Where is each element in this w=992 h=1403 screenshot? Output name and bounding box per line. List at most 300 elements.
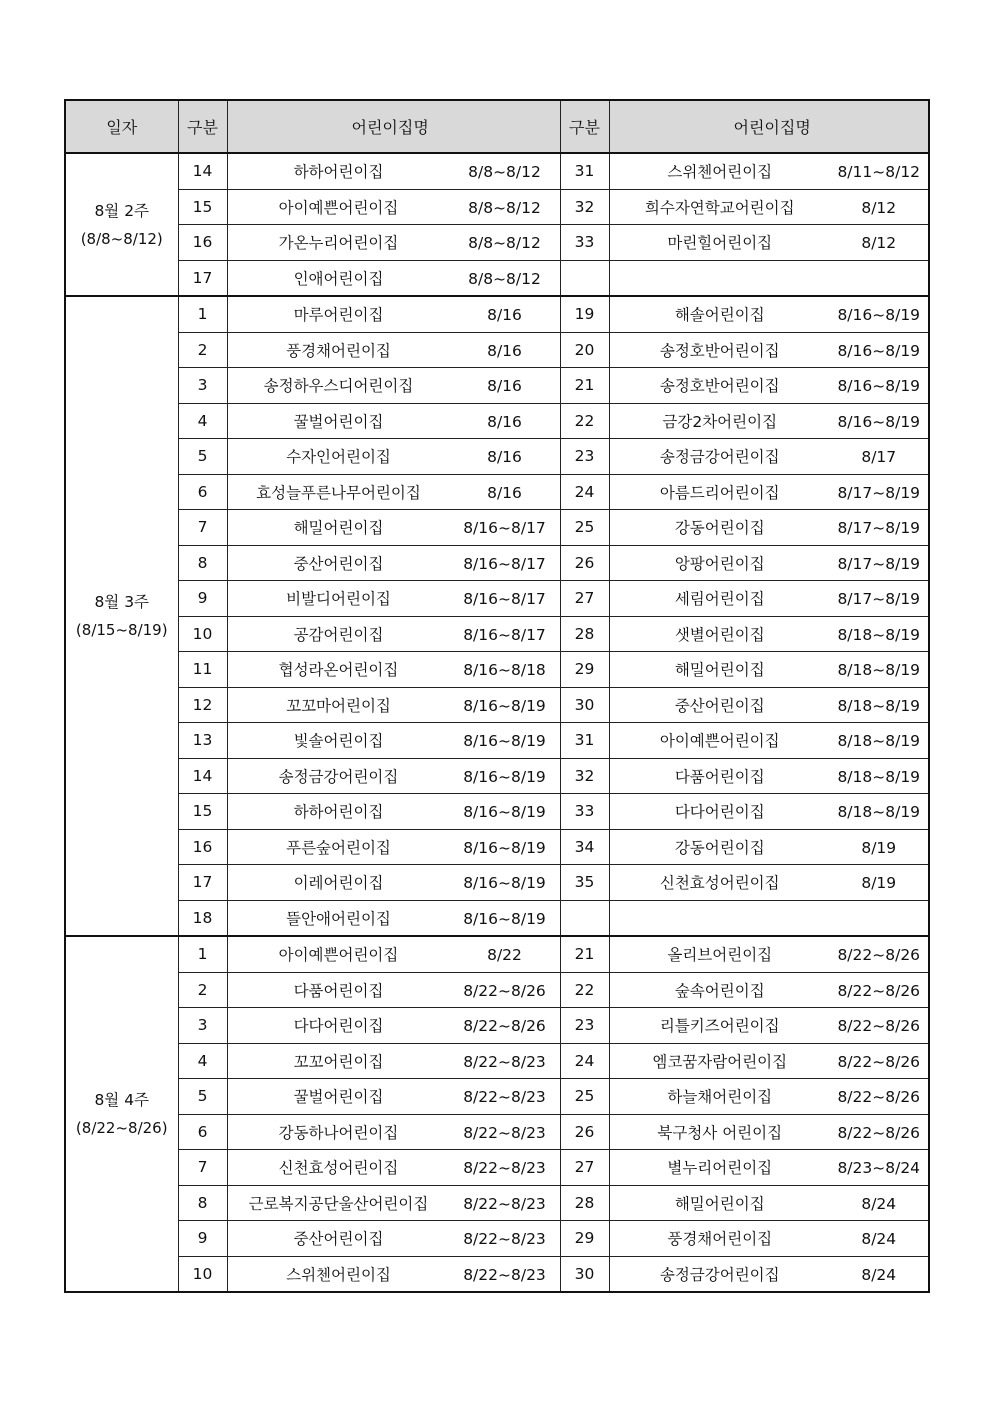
daycare-name: 금강2차어린이집	[662, 412, 778, 431]
num-right: 33	[560, 794, 609, 830]
num-left: 14	[178, 758, 227, 794]
name-cell-right	[609, 1256, 929, 1292]
name-cell-left	[227, 723, 560, 759]
closure-dates: 8/22~8/23	[463, 1123, 546, 1142]
num-left: 8	[178, 545, 227, 581]
closure-dates: 8/12	[861, 234, 897, 253]
daycare-name: 꿀벌어린이집	[293, 412, 384, 431]
name-cell-left	[227, 1114, 560, 1150]
daycare-name: 송정금강어린이집	[278, 767, 399, 786]
num-right: 28	[560, 1185, 609, 1221]
num-right: 26	[560, 545, 609, 581]
num-left: 17	[178, 865, 227, 901]
table-row	[65, 1043, 929, 1079]
name-cell-right	[609, 936, 929, 972]
week-cell	[65, 936, 178, 1292]
name-cell-right	[609, 1008, 929, 1044]
closure-dates: 8/16~8/17	[463, 625, 546, 644]
closure-dates: 8/11~8/12	[837, 163, 921, 182]
daycare-name: 신천효성어린이집	[278, 1159, 399, 1178]
daycare-name: 희수자연학교어린이집	[644, 198, 795, 217]
table-row	[65, 1079, 929, 1115]
num-right: 23	[560, 1008, 609, 1044]
table-row	[65, 1256, 929, 1292]
name-cell-left	[227, 296, 560, 332]
table-row	[65, 1008, 929, 1044]
daycare-name: 꼬꼬어린이집	[293, 1052, 384, 1071]
name-cell-left	[227, 1150, 560, 1186]
name-cell-right	[609, 403, 929, 439]
table-row	[65, 865, 929, 901]
name-cell-right	[609, 1114, 929, 1150]
week-label: 8월 2주	[94, 201, 150, 220]
daycare-name: 세림어린이집	[674, 590, 765, 609]
daycare-name: 효성늘푸른나무어린이집	[256, 483, 421, 502]
name-cell-right	[609, 616, 929, 652]
daycare-name: 풍경채어린이집	[667, 1230, 773, 1249]
table-row	[65, 1150, 929, 1186]
name-cell-right	[609, 972, 929, 1008]
daycare-name: 가온누리어린이집	[278, 234, 399, 253]
num-right: 31	[560, 723, 609, 759]
closure-dates: 8/22~8/23	[463, 1194, 546, 1213]
name-cell-left	[227, 972, 560, 1008]
closure-dates: 8/8~8/12	[468, 163, 541, 182]
header-row	[65, 100, 929, 153]
name-cell-left	[227, 332, 560, 368]
closure-dates: 8/18~8/19	[837, 732, 921, 751]
closure-dates: 8/8~8/12	[468, 198, 541, 217]
name-cell-left	[227, 510, 560, 546]
num-left: 3	[178, 368, 227, 404]
daycare-name: 아이예쁜어린이집	[278, 198, 399, 217]
num-left: 4	[178, 1043, 227, 1079]
closure-dates: 8/22	[487, 946, 522, 965]
name-cell-right	[609, 1221, 929, 1257]
closure-dates: 8/16~8/17	[463, 554, 546, 573]
name-cell-left	[227, 616, 560, 652]
daycare-name: 강동어린이집	[674, 838, 765, 857]
closure-dates: 8/16	[487, 341, 522, 360]
name-cell-left	[227, 368, 560, 404]
name-cell-right	[609, 581, 929, 617]
table-row	[65, 829, 929, 865]
daycare-name: 앙팡어린이집	[674, 554, 765, 573]
daycare-name: 다다어린이집	[674, 803, 765, 822]
name-cell-left	[227, 652, 560, 688]
num-left: 12	[178, 687, 227, 723]
daycare-name: 샛별어린이집	[674, 625, 765, 644]
num-left: 1	[178, 296, 227, 332]
name-cell-left	[227, 474, 560, 510]
header-num-right: 구분	[560, 100, 609, 153]
name-cell-right	[609, 1150, 929, 1186]
num-left: 6	[178, 1114, 227, 1150]
name-cell-left	[227, 936, 560, 972]
closure-dates: 8/16~8/19	[837, 341, 921, 360]
num-left: 7	[178, 510, 227, 546]
daycare-name: 이레어린이집	[293, 874, 384, 893]
daycare-name: 공감어린이집	[293, 625, 384, 644]
num-right: 22	[560, 403, 609, 439]
daycare-name: 비발디어린이집	[286, 590, 391, 609]
week-cell	[65, 296, 178, 936]
num-left: 15	[178, 794, 227, 830]
daycare-name: 중산어린이집	[293, 1230, 384, 1249]
num-right: 33	[560, 225, 609, 261]
closure-dates: 8/22~8/23	[463, 1052, 546, 1071]
daycare-name: 꼬꼬마어린이집	[286, 696, 391, 715]
daycare-name: 별누리어린이집	[667, 1159, 773, 1178]
closure-dates: 8/18~8/19	[837, 696, 921, 715]
num-left: 2	[178, 332, 227, 368]
closure-dates: 8/22~8/23	[463, 1088, 546, 1107]
table-row	[65, 296, 929, 332]
closure-dates: 8/19	[861, 874, 897, 893]
name-cell-left	[227, 865, 560, 901]
daycare-name: 아이예쁜어린이집	[278, 946, 399, 965]
table-row	[65, 510, 929, 546]
closure-dates: 8/22~8/26	[837, 1017, 921, 1036]
name-cell-right	[609, 829, 929, 865]
header-num-left: 구분	[178, 100, 227, 153]
num-left: 13	[178, 723, 227, 759]
name-cell-left	[227, 1221, 560, 1257]
closure-dates: 8/16~8/19	[463, 909, 546, 928]
num-right: 32	[560, 189, 609, 225]
closure-dates: 8/16~8/19	[463, 838, 546, 857]
daycare-name: 해밀어린이집	[674, 1194, 765, 1213]
closure-dates: 8/17~8/19	[837, 590, 921, 609]
num-right	[560, 900, 609, 936]
table-row	[65, 1185, 929, 1221]
num-right: 35	[560, 865, 609, 901]
header-name-right: 어린이집명	[609, 100, 929, 153]
name-cell-left	[227, 225, 560, 261]
daycare-name: 다품어린이집	[293, 981, 384, 1000]
closure-dates: 8/16	[487, 377, 522, 396]
daycare-name: 꿀벌어린이집	[293, 1088, 384, 1107]
daycare-name: 다품어린이집	[674, 767, 765, 786]
table-row	[65, 687, 929, 723]
daycare-name: 스위첸어린이집	[667, 163, 773, 182]
name-cell-right	[609, 368, 929, 404]
name-cell-left	[227, 794, 560, 830]
table-row	[65, 794, 929, 830]
daycare-name: 올리브어린이집	[667, 946, 773, 965]
num-left: 14	[178, 153, 227, 189]
num-left: 6	[178, 474, 227, 510]
num-right: 28	[560, 616, 609, 652]
table-row	[65, 1114, 929, 1150]
daycare-name: 신천효성어린이집	[659, 874, 780, 893]
num-left: 2	[178, 972, 227, 1008]
closure-dates: 8/16~8/19	[463, 732, 546, 751]
closure-dates: 8/19	[861, 838, 897, 857]
closure-dates: 8/22~8/26	[837, 981, 921, 1000]
closure-dates: 8/16	[487, 306, 522, 325]
closure-dates: 8/24	[861, 1265, 897, 1284]
closure-dates: 8/12	[861, 198, 897, 217]
num-right: 29	[560, 1221, 609, 1257]
name-cell-right	[609, 723, 929, 759]
daycare-name: 뜰안애어린이집	[286, 909, 391, 928]
daycare-name: 송정금강어린이집	[659, 448, 780, 467]
daycare-name: 송정금강어린이집	[659, 1265, 780, 1284]
week-cell	[65, 153, 178, 296]
table-row	[65, 474, 929, 510]
table-row	[65, 1221, 929, 1257]
closure-dates: 8/18~8/19	[837, 661, 921, 680]
daycare-name: 송정호반어린이집	[659, 341, 780, 360]
closure-dates: 8/24	[861, 1194, 897, 1213]
num-left: 5	[178, 439, 227, 475]
name-cell-left	[227, 581, 560, 617]
table-row	[65, 545, 929, 581]
daycare-name: 아이예쁜어린이집	[659, 732, 780, 751]
closure-dates: 8/16~8/19	[837, 306, 921, 325]
closure-dates: 8/18~8/19	[837, 625, 921, 644]
name-cell-left	[227, 900, 560, 936]
closure-dates: 8/16~8/19	[463, 803, 546, 822]
daycare-name: 중산어린이집	[293, 554, 384, 573]
closure-dates: 8/22~8/26	[463, 1017, 546, 1036]
num-right: 23	[560, 439, 609, 475]
num-right: 19	[560, 296, 609, 332]
num-left: 18	[178, 900, 227, 936]
week-label: 8월 3주	[94, 593, 150, 611]
name-cell-right	[609, 758, 929, 794]
daycare-name: 하하어린이집	[293, 163, 384, 182]
name-cell-left	[227, 189, 560, 225]
num-left: 4	[178, 403, 227, 439]
closure-dates: 8/22~8/26	[837, 946, 921, 965]
daycare-name: 인애어린이집	[293, 269, 384, 288]
daycare-name: 다다어린이집	[293, 1017, 384, 1036]
closure-dates: 8/17~8/19	[837, 554, 921, 573]
closure-dates: 8/17~8/19	[837, 519, 921, 538]
name-cell-left	[227, 687, 560, 723]
daycare-name: 숲속어린이집	[674, 981, 765, 1000]
table-row	[65, 153, 929, 189]
name-cell-right	[609, 794, 929, 830]
closure-dates: 8/18~8/19	[837, 767, 921, 786]
daycare-name: 풍경채어린이집	[286, 341, 391, 360]
daycare-name: 근로복지공단울산어린이집	[248, 1194, 429, 1213]
daycare-name: 송정하우스디어린이집	[263, 377, 414, 396]
table-row	[65, 652, 929, 688]
num-left: 3	[178, 1008, 227, 1044]
name-cell-right	[609, 1079, 929, 1115]
daycare-name: 푸른숲어린이집	[286, 838, 391, 857]
num-right: 29	[560, 652, 609, 688]
name-cell-right	[609, 900, 929, 936]
num-left: 8	[178, 1185, 227, 1221]
name-cell-left	[227, 829, 560, 865]
table-row	[65, 972, 929, 1008]
name-cell-right	[609, 225, 929, 261]
daycare-name: 해밀어린이집	[674, 661, 765, 680]
daycare-name: 송정호반어린이집	[659, 377, 780, 396]
name-cell-left	[227, 1079, 560, 1115]
num-right: 27	[560, 1150, 609, 1186]
week-label: 8월 4주	[94, 1091, 150, 1109]
table-row	[65, 616, 929, 652]
closure-dates: 8/16~8/19	[463, 767, 546, 786]
num-left: 11	[178, 652, 227, 688]
num-right: 30	[560, 1256, 609, 1292]
name-cell-left	[227, 439, 560, 475]
num-right: 20	[560, 332, 609, 368]
daycare-name: 협성라온어린이집	[278, 661, 399, 680]
closure-dates: 8/22~8/26	[837, 1052, 921, 1071]
closure-dates: 8/16~8/19	[463, 696, 546, 715]
closure-dates: 8/24	[861, 1230, 897, 1249]
num-left: 16	[178, 225, 227, 261]
week-range: (8/8~8/12)	[80, 229, 163, 248]
closure-dates: 8/22~8/26	[837, 1123, 921, 1142]
table-row	[65, 758, 929, 794]
daycare-name: 수자인어린이집	[286, 448, 391, 467]
week-range: (8/22~8/26)	[75, 1119, 168, 1137]
closure-dates: 8/22~8/23	[463, 1230, 546, 1249]
closure-dates: 8/23~8/24	[837, 1159, 921, 1178]
closure-dates: 8/16~8/19	[463, 874, 546, 893]
num-right: 25	[560, 510, 609, 546]
week-range: (8/15~8/19)	[75, 621, 168, 639]
name-cell-left	[227, 260, 560, 296]
num-right: 26	[560, 1114, 609, 1150]
closure-dates: 8/17~8/19	[837, 483, 921, 502]
daycare-name: 해솔어린이집	[674, 306, 765, 325]
num-left: 7	[178, 1150, 227, 1186]
daycare-name: 엠코꿈자람어린이집	[652, 1052, 788, 1071]
num-left: 10	[178, 616, 227, 652]
name-cell-left	[227, 1008, 560, 1044]
name-cell-right	[609, 260, 929, 296]
name-cell-right	[609, 865, 929, 901]
schedule-table	[64, 99, 930, 1293]
daycare-name: 아름드리어린이집	[659, 483, 780, 502]
closure-dates: 8/8~8/12	[468, 234, 541, 253]
closure-dates: 8/16~8/18	[463, 661, 546, 680]
name-cell-left	[227, 153, 560, 189]
closure-dates: 8/16	[487, 412, 522, 431]
closure-dates: 8/22~8/23	[463, 1159, 546, 1178]
table-row	[65, 260, 929, 296]
daycare-name: 해밀어린이집	[293, 519, 384, 538]
name-cell-right	[609, 1043, 929, 1079]
closure-dates: 8/16	[487, 483, 522, 502]
num-right: 24	[560, 474, 609, 510]
name-cell-right	[609, 510, 929, 546]
closure-dates: 8/22~8/23	[463, 1265, 546, 1284]
num-right: 34	[560, 829, 609, 865]
name-cell-right	[609, 439, 929, 475]
name-cell-right	[609, 474, 929, 510]
num-left: 17	[178, 260, 227, 296]
name-cell-right	[609, 652, 929, 688]
closure-dates: 8/16~8/17	[463, 590, 546, 609]
name-cell-right	[609, 687, 929, 723]
num-left: 9	[178, 1221, 227, 1257]
closure-dates: 8/16~8/17	[463, 519, 546, 538]
num-left: 9	[178, 581, 227, 617]
table-row	[65, 723, 929, 759]
name-cell-right	[609, 189, 929, 225]
daycare-name: 마린힐어린이집	[667, 234, 773, 253]
daycare-name: 리틀키즈어린이집	[659, 1017, 780, 1036]
table-row	[65, 368, 929, 404]
daycare-name: 하하어린이집	[293, 803, 384, 822]
table-row	[65, 581, 929, 617]
closure-dates: 8/16~8/19	[837, 377, 921, 396]
name-cell-right	[609, 545, 929, 581]
daycare-name: 하늘채어린이집	[667, 1088, 773, 1107]
num-right: 30	[560, 687, 609, 723]
table-row	[65, 900, 929, 936]
name-cell-right	[609, 153, 929, 189]
num-left: 1	[178, 936, 227, 972]
num-right: 25	[560, 1079, 609, 1115]
table-row	[65, 189, 929, 225]
name-cell-left	[227, 1043, 560, 1079]
name-cell-right	[609, 332, 929, 368]
name-cell-left	[227, 545, 560, 581]
num-right	[560, 260, 609, 296]
name-cell-right	[609, 1185, 929, 1221]
closure-dates: 8/22~8/26	[837, 1088, 921, 1107]
closure-dates: 8/8~8/12	[468, 269, 541, 288]
daycare-name: 강동어린이집	[674, 519, 765, 538]
num-left: 15	[178, 189, 227, 225]
name-cell-left	[227, 403, 560, 439]
daycare-name: 강동하나어린이집	[278, 1123, 399, 1142]
num-right: 21	[560, 368, 609, 404]
daycare-name: 빛솔어린이집	[293, 732, 384, 751]
header-name-left: 어린이집명	[227, 100, 560, 153]
name-cell-left	[227, 1185, 560, 1221]
num-right: 31	[560, 153, 609, 189]
daycare-name: 마루어린이집	[293, 306, 384, 325]
name-cell-left	[227, 1256, 560, 1292]
daycare-name: 북구청사 어린이집	[657, 1123, 783, 1142]
schedule-body	[65, 153, 929, 1292]
closure-dates: 8/18~8/19	[837, 803, 921, 822]
header-date: 일자	[65, 100, 178, 153]
table-row	[65, 332, 929, 368]
num-right: 24	[560, 1043, 609, 1079]
num-left: 10	[178, 1256, 227, 1292]
name-cell-left	[227, 758, 560, 794]
daycare-name: 중산어린이집	[674, 696, 765, 715]
num-right: 21	[560, 936, 609, 972]
closure-dates: 8/22~8/26	[463, 981, 546, 1000]
num-right: 27	[560, 581, 609, 617]
table-row	[65, 225, 929, 261]
num-left: 5	[178, 1079, 227, 1115]
closure-dates: 8/16	[487, 448, 522, 467]
table-row	[65, 936, 929, 972]
num-right: 22	[560, 972, 609, 1008]
closure-dates: 8/17	[861, 448, 897, 467]
daycare-name: 스위첸어린이집	[286, 1265, 391, 1284]
closure-dates: 8/16~8/19	[837, 412, 921, 431]
num-right: 32	[560, 758, 609, 794]
num-left: 16	[178, 829, 227, 865]
name-cell-right	[609, 296, 929, 332]
table-row	[65, 439, 929, 475]
